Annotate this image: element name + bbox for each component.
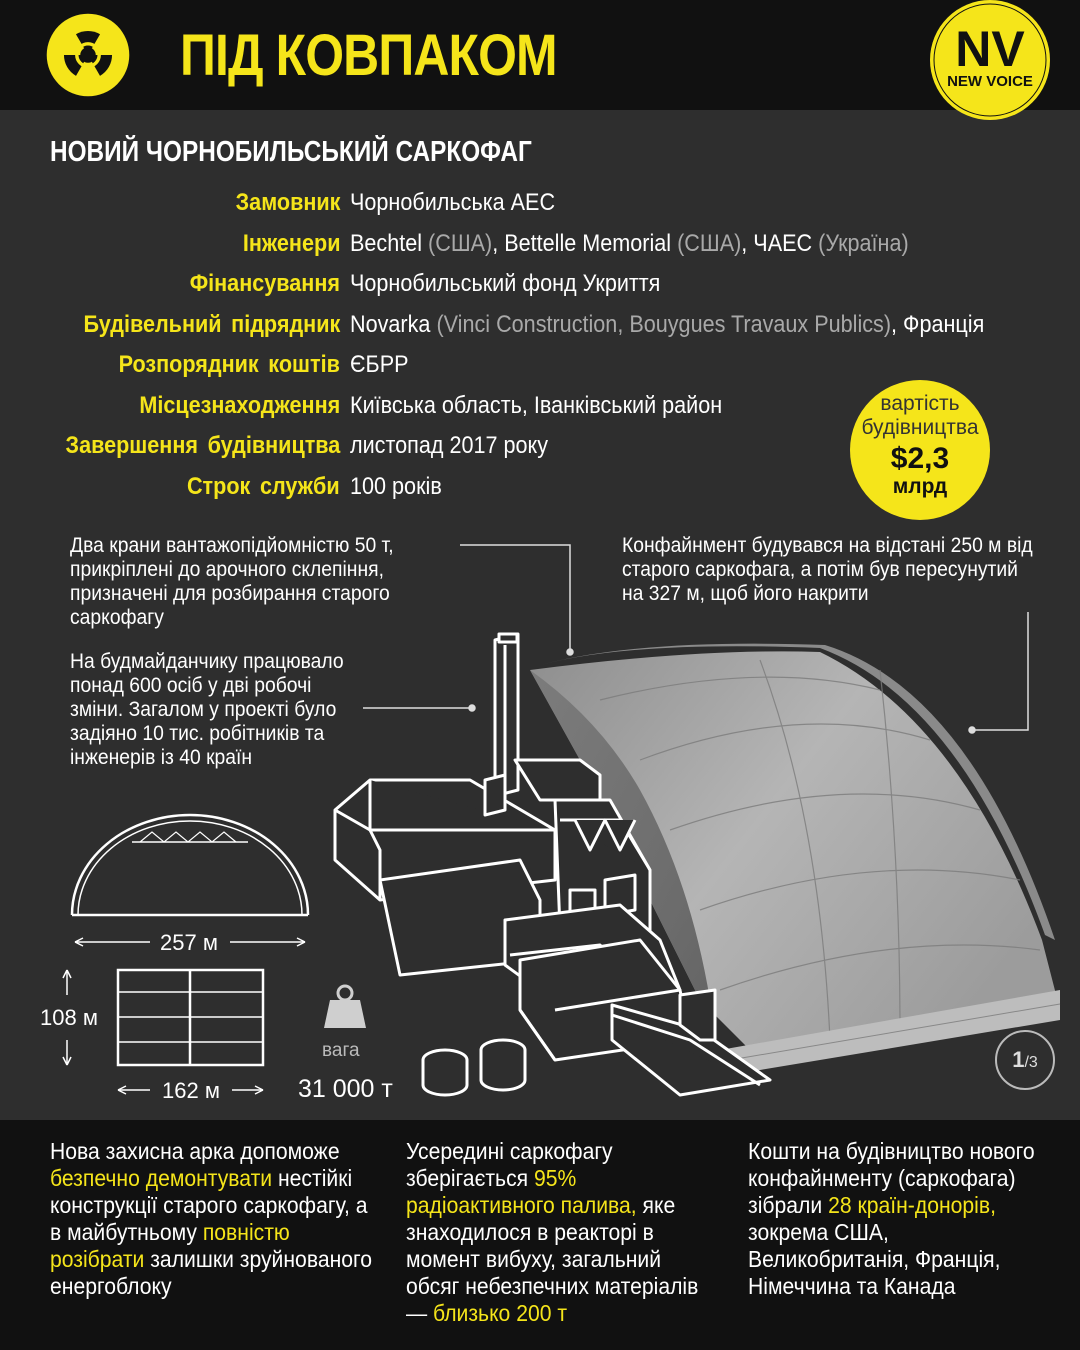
info-label: Замовник [235, 189, 340, 216]
cost-value: $2,3 [890, 442, 950, 475]
info-value-part: Novarka [350, 310, 437, 338]
info-label: Будівельний підрядник [83, 310, 340, 338]
cost-label-line1: вартість [880, 392, 960, 415]
info-value-part: Bechtel [350, 229, 429, 257]
dimension-span: 257 м [160, 930, 218, 955]
footer-text: Кошти на будівництво нового конфайнменту (саркофага) зібрали [748, 1138, 1035, 1218]
info-label: Фінансування [189, 270, 340, 297]
info-label: Завершення будівництва [65, 432, 340, 459]
radiation-icon [45, 12, 131, 98]
arch-footprint-diagram [118, 970, 263, 1065]
info-label: Місцезнаходження [139, 391, 340, 419]
info-label: Строк служби [187, 472, 340, 500]
footer-text: Усередині саркофагу зберігається [406, 1138, 613, 1191]
footer-text: Нова захисна арка допоможе [50, 1138, 340, 1164]
dimension-height: 108 м [40, 1005, 98, 1030]
nv-logo-main: NV [955, 21, 1025, 77]
arch-span-diagram [72, 815, 308, 915]
info-label: Розпорядник коштів [118, 351, 340, 378]
subtitle: НОВИЙ ЧОРНОБИЛЬСЬКИЙ САРКОФАГ [50, 136, 532, 168]
info-value-part: (США) [677, 229, 742, 257]
footer-text: зокрема США, Великобританія, Франція, Німеччина та Канада [748, 1219, 1001, 1299]
info-value: ЄБРР [350, 351, 409, 378]
footer-column-2 [406, 1138, 712, 1327]
info-value [350, 230, 909, 258]
info-value [350, 311, 984, 339]
footer-highlight: безпечно демонтувати [50, 1165, 273, 1191]
page-indicator[interactable] [995, 1030, 1055, 1090]
header-bar [0, 0, 1080, 110]
info-value-part: (Vinci Construction, Bouygues Travaux Publics) [436, 310, 892, 338]
nv-logo[interactable] [924, 0, 1056, 122]
page-current: 1 [1012, 1047, 1025, 1072]
info-label: Інженери [242, 229, 340, 257]
info-row [0, 226, 1080, 266]
footer-text: нестійкі конструкції старого саркофагу, а в майбутньому [50, 1165, 368, 1245]
weight-icon [324, 986, 366, 1028]
footer-column-1 [50, 1138, 374, 1300]
info-row [0, 185, 1080, 225]
footer-text: залишки зруйнованого енергоблоку [50, 1246, 373, 1299]
note-moved: Конфайнмент будувався на відстані 250 м від старого саркофага, а потім був пересунутий на 327 м, щоб його накрити [622, 534, 1033, 605]
info-value: листопад 2017 року [350, 432, 549, 459]
cost-unit: млрд [892, 475, 948, 498]
footer-highlight: близько 200 т [433, 1300, 568, 1326]
info-value: Чорнобильський фонд Укриття [350, 270, 661, 297]
info-value-part: , Bettelle Memorial [492, 229, 678, 257]
note-workers: На будмайданчику працювало понад 600 осіб у дві робочі зміни. Загалом у проекті було задіяно 10 тис. робітників та інженерів із 40 країн [70, 650, 344, 769]
cost-label-line2: будівництва [861, 416, 979, 439]
page-total: /3 [1024, 1054, 1038, 1071]
weight-label: вага [322, 1040, 360, 1061]
info-value: Чорнобильська АЕС [350, 189, 556, 216]
info-value: 100 років [350, 472, 442, 500]
footer-text: яке знаходилося в реакторі в момент вибуху, загальний обсяг небезпечних матеріалів — [406, 1192, 699, 1326]
cost-label [850, 392, 990, 440]
cost-badge [850, 380, 990, 520]
info-row [0, 307, 1080, 347]
info-value-part: (Україна) [818, 229, 909, 257]
footer [0, 1120, 1080, 1350]
footer-column-3 [748, 1138, 1036, 1300]
dimension-length: 162 м [162, 1078, 220, 1103]
nv-logo-sub: NEW VOICE [947, 73, 1033, 90]
footer-highlight: повністю розібрати [50, 1219, 290, 1272]
note-cranes: Два крани вантажопідйомністю 50 т, прикріплені до арочного склепіння, призначені для розбирання старого саркофагу [70, 534, 394, 629]
footer-highlight: 95% радіоактивного палива, [406, 1165, 637, 1218]
info-row [0, 266, 1080, 306]
info-value-part: (США) [428, 229, 493, 257]
info-value-part: , Франція [891, 310, 985, 338]
info-value: Київська область, Іванківський район [350, 391, 723, 419]
page-title: ПІД КОВПАКОМ [180, 23, 557, 88]
weight-value: 31 000 т [298, 1075, 393, 1103]
footer-highlight: 28 країн-донорів, [828, 1192, 996, 1218]
info-value-part: , ЧАЕС [741, 229, 819, 257]
